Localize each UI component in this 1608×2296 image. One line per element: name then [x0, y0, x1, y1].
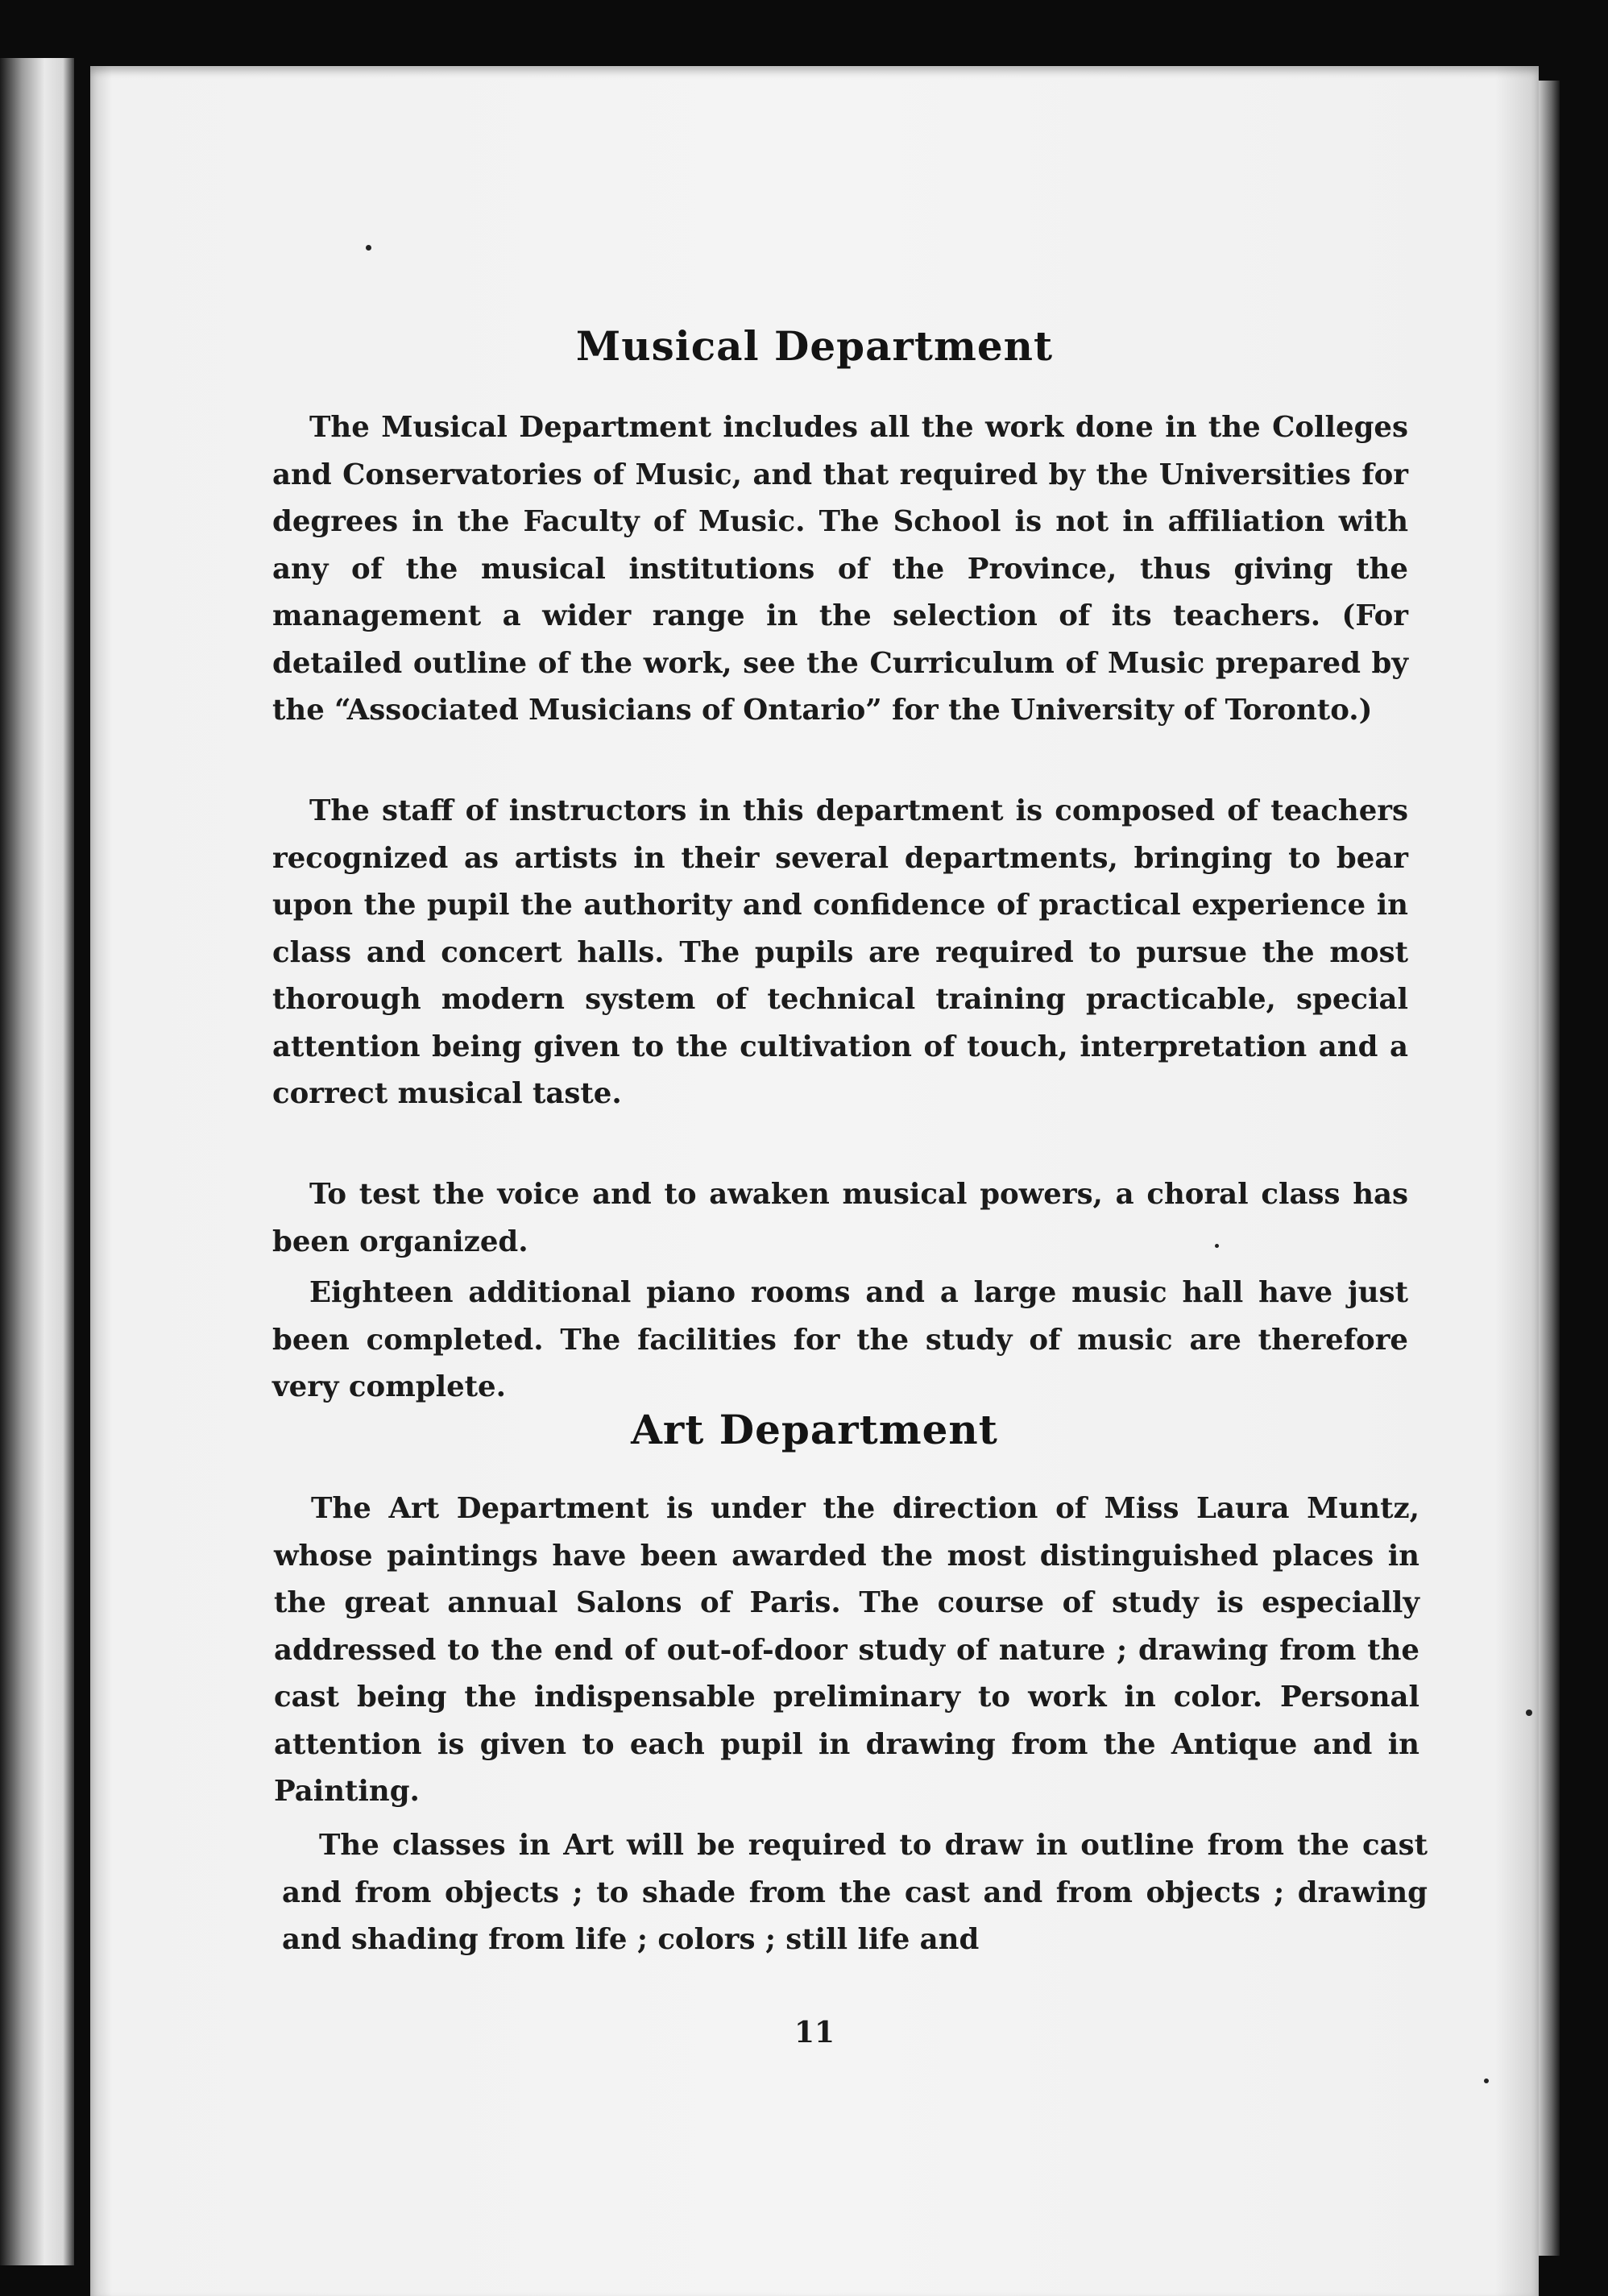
scan-speck	[1484, 2078, 1489, 2083]
scan-speck	[1526, 1710, 1532, 1716]
page-number: 11	[794, 2016, 835, 2049]
musical-paragraph-4: Eighteen additional piano rooms and a large music hall have just been completed. The facilities for the study of music are therefore very complete.	[272, 1276, 1408, 1403]
musical-paragraph-1: The Musical Department includes all the work done in the Colleges and Conservatories of Music, and that required by the Universities for degrees in the Faculty of Music. The School is not in affiliation with any of the musical institutions of the Province, thus giving the management a wider range in the selection of its teachers. (For detailed outline of the work, see the Curriculum of Music prepared by the “Associated Musicians of Ontario” for the University of Toronto.)	[272, 411, 1408, 727]
page-shadow-edge	[1539, 81, 1560, 2256]
scan-speck	[366, 245, 371, 251]
musical-paragraph-2: The staff of instructors in this department is composed of teachers recognized as artists in their several departments, bringing to bear upon the pupil the authority and confidence of practical experience in class and concert halls. The pupils are required to pursue the most thorough modern system of technical training practicable, special attention being given to the cultivation of touch, interpretation and a correct musical taste.	[272, 794, 1408, 1110]
art-paragraph-2: The classes in Art will be required to draw in outline from the cast and from objects ; to shade from the cast and from objects ; drawing and shading from life ; colors ; still life and	[282, 1829, 1428, 1956]
art-paragraph-1: The Art Department is under the direction of Miss Laura Muntz, whose paintings have been awarded the most distinguished places in the great annual Salons of Paris. The course of study is especially addressed to the end of out-of-door study of nature ; drawing from the cast being the indispensable preliminary to work in color. Personal attention is given to each pupil in drawing from the Antique and in Painting.	[274, 1492, 1419, 1808]
scan-speck	[1215, 1244, 1219, 1248]
musical-department-heading: Musical Department	[575, 322, 1054, 370]
art-department-heading: Art Department	[631, 1406, 998, 1453]
book-page	[90, 66, 1539, 2296]
facing-page-edge	[0, 58, 74, 2265]
musical-paragraph-3: To test the voice and to awaken musical powers, a choral class has been organized.	[272, 1178, 1408, 1258]
